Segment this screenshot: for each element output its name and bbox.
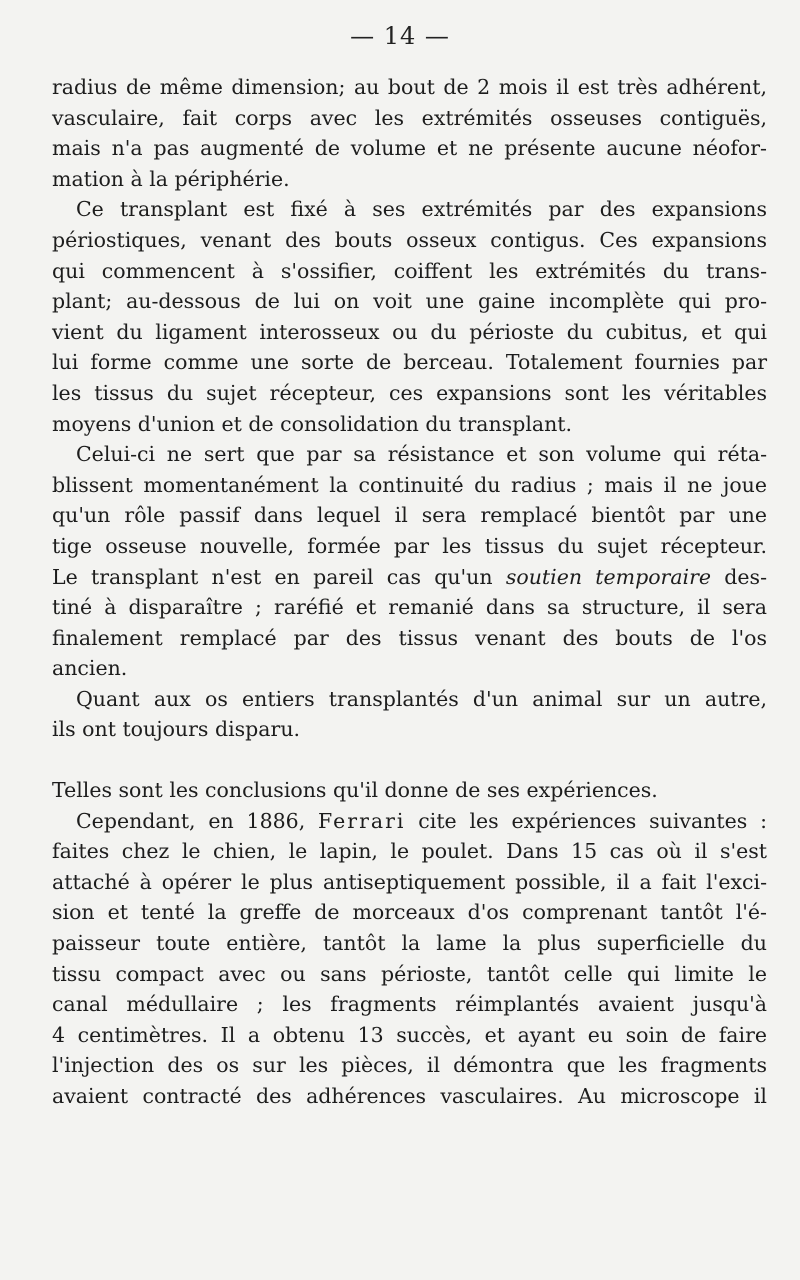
text-segment: Cependant, en 1886, xyxy=(76,808,319,833)
author-name: Ferrari xyxy=(318,808,406,833)
text-segment: cite les expériences suivantes : xyxy=(405,808,767,833)
paragraph-6 xyxy=(52,806,767,1112)
paragraph-4 xyxy=(52,684,767,745)
text-line: finalement remplacé par des tissus venant des bouts de l'os xyxy=(52,625,767,650)
text-line: canal médullaire ; les fragments réimplantés avaient jusqu'à xyxy=(52,992,767,1017)
text-line: Celui-ci ne sert que par sa résistance et son volume qui réta- xyxy=(76,442,767,467)
text-line: moyens d'union et de consolidation du transplant. xyxy=(52,411,573,436)
text-line: faites chez le chien, le lapin, le poulet. Dans 15 cas où il s'est xyxy=(52,839,767,864)
text-line: tiné à disparaître ; raréfié et remanié dans sa structure, il sera xyxy=(52,595,767,620)
text-line: périostiques, venant des bouts osseux contigus. Ces expansions xyxy=(52,227,767,252)
text-line: tissu compact avec ou sans périoste, tantôt celle qui limite le xyxy=(52,961,767,986)
text-line: qu'un rôle passif dans lequel il sera remplacé bientôt par une xyxy=(52,503,767,528)
text-line: mation à la périphérie. xyxy=(52,166,290,191)
text-line: mais n'a pas augmenté de volume et ne présente aucune néofor- xyxy=(52,136,767,161)
text-segment: Le transplant n'est en pareil cas qu'un xyxy=(52,564,506,589)
text-line: avaient contracté des adhérences vasculaires. Au microscope il xyxy=(52,1084,767,1108)
text-line: blissent momentanément la continuité du radius ; mais il ne joue xyxy=(52,472,767,497)
text-line: les tissus du sujet récepteur, ces expansions sont les véritables xyxy=(52,380,767,405)
text-line: Quant aux os entiers transplantés d'un animal sur un autre, xyxy=(76,686,767,711)
text-line: sion et tenté la greffe de morceaux d'os comprenant tantôt l'é- xyxy=(52,900,767,925)
text-line: Telles sont les conclusions qu'il donne de ses expériences. xyxy=(52,778,658,803)
section-gap xyxy=(52,745,767,775)
text-line: plant; au-dessous de lui on voit une gaine incomplète qui pro- xyxy=(52,289,767,314)
text-line: qui commencent à s'ossifier, coiffent les extrémités du trans- xyxy=(52,258,767,283)
body-text xyxy=(52,72,767,1112)
paragraph-1 xyxy=(52,72,767,194)
text-segment: des- xyxy=(711,564,768,589)
paragraph-5 xyxy=(52,775,767,806)
paragraph-2 xyxy=(52,194,767,439)
text-line-with-italic xyxy=(52,562,767,593)
text-line: lui forme comme une sorte de berceau. Totalement fournies par xyxy=(52,350,767,375)
text-line: ils ont toujours disparu. xyxy=(52,717,301,742)
text-line: 4 centimètres. Il a obtenu 13 succès, et ayant eu soin de faire xyxy=(52,1022,767,1047)
text-line: ancien. xyxy=(52,656,128,681)
text-line: tige osseuse nouvelle, formée par les tissus du sujet récepteur. xyxy=(52,533,767,558)
italic-term: soutien temporaire xyxy=(505,564,712,589)
text-line: l'injection des os sur les pièces, il démontra que les fragments xyxy=(52,1053,767,1078)
page-number: — 14 — xyxy=(350,22,450,50)
text-line: Ce transplant est fixé à ses extrémités par des expansions xyxy=(76,197,767,222)
text-line: vasculaire, fait corps avec les extrémités osseuses contiguës, xyxy=(52,105,767,130)
paragraph-3 xyxy=(52,439,767,684)
text-line: vient du ligament interosseux ou du périoste du cubitus, et qui xyxy=(52,319,767,344)
text-line: attaché à opérer le plus antiseptiquement possible, il a fait l'exci- xyxy=(52,869,767,894)
text-line: radius de même dimension; au bout de 2 mois il est très adhérent, xyxy=(52,75,767,99)
text-line-with-author xyxy=(52,806,767,837)
text-line: paisseur toute entière, tantôt la lame la plus superficielle du xyxy=(52,931,767,956)
